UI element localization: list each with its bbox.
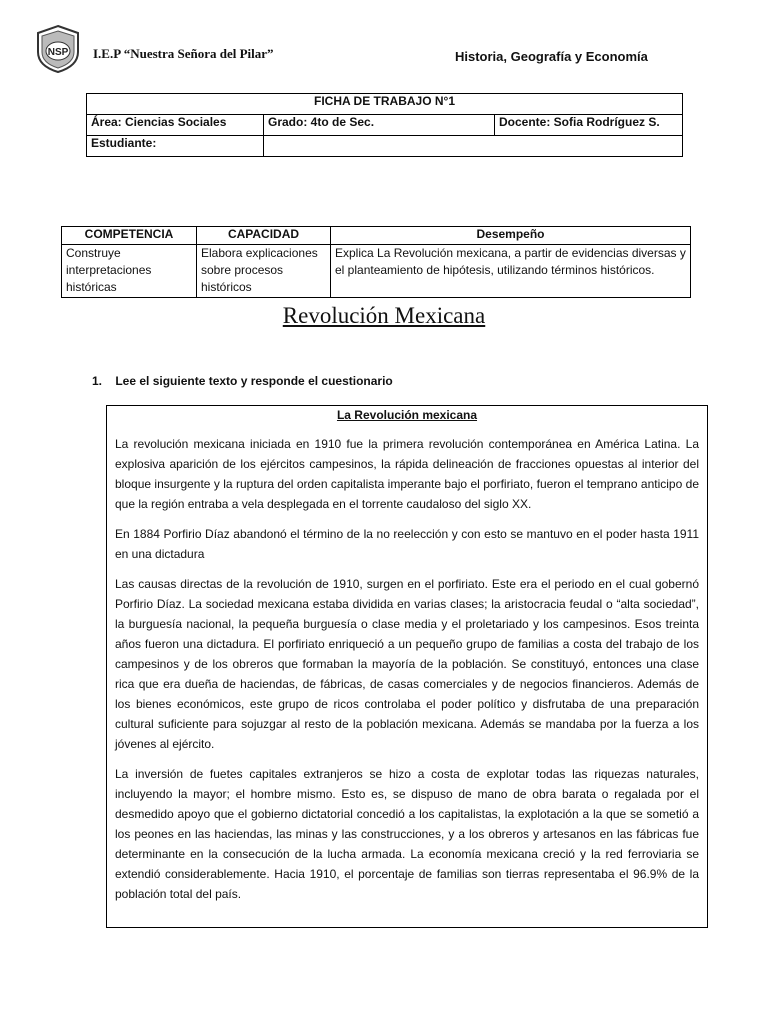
main-title: Revolución Mexicana	[282, 303, 486, 328]
estudiante-label: Estudiante:	[87, 136, 264, 157]
school-logo	[34, 24, 82, 74]
docente-cell: Docente: Sofia Rodríguez S.	[495, 115, 683, 136]
ficha-table	[86, 93, 683, 157]
competencia-table	[61, 226, 691, 298]
area-cell: Área: Ciencias Sociales	[87, 115, 264, 136]
header-competencia: COMPETENCIA	[62, 227, 197, 245]
reading-paragraph: Las causas directas de la revolución de 1910, surgen en el porfiriato. Este era el periodo en el cual gobernó Porfirio Díaz. La sociedad mexicana estaba dividida en varias clases; la aristocracia feudal o “alta sociedad”, la burguesía nacional, la pequeña burguesía o clase media y el proletariado y los campesinos. Esos treinta años fueron una dictadura. El porfiriato enriqueció a un pequeño grupo de familias a costa del trabajo de los campesinos y de los obreros que formaban la mayoría de la población. Se constituyó, entonces una clase rica que era dueña de haciendas, de fábricas, de casas comerciales y de negocios financieros. Además de los bienes económicos, este grupo de ricos controlaba el poder político y disfrutaba de una preparación cultural suficiente para sojuzgar al resto de la población mexicana. Además se mandaba por la fuerza a los jóvenes al ejército.	[115, 577, 699, 751]
desempeno-cell: Explica La Revolución mexicana, a partir de evidencias diversas y el planteamiento de hipótesis, utilizando términos históricos.	[331, 245, 691, 298]
header-capacidad: CAPACIDAD	[197, 227, 331, 245]
school-name: I.E.P “Nuestra Señora del Pilar”	[93, 46, 274, 61]
reading-paragraph: La revolución mexicana iniciada en 1910 fue la primera revolución contemporánea en América Latina. La explosiva aparición de los ejércitos campesinos, la rápida delineación de fracciones opuestas al interior del bloque insurgente y la ruptura del orden capitalista imperante bajo el porfiriato, fueron el temprano anticipo de que la región entraba a vela desplegada en el torrente caudaloso del siglo XX.	[115, 437, 699, 511]
estudiante-field[interactable]	[264, 136, 683, 157]
capacidad-cell: Elabora explicaciones sobre procesos históricos	[197, 245, 331, 298]
reading-paragraph: En 1884 Porfirio Díaz abandonó el término de la no reelección y con esto se mantuvo en el poder hasta 1911 en una dictadura	[115, 527, 699, 561]
header-desempeno: Desempeño	[331, 227, 691, 245]
ficha-title: FICHA DE TRABAJO N°1	[87, 94, 683, 115]
competencia-cell: Construye interpretaciones históricas	[62, 245, 197, 298]
logo-text: NSP	[47, 47, 69, 58]
reading-box	[106, 405, 708, 928]
reading-paragraph: La inversión de fuetes capitales extranjeros se hizo a costa de explotar todas las riquezas naturales, incluyendo la mayor; el hombre mismo. Esto es, se dispuso de mano de obra barata o regalada por el desmedido apoyo que el gobierno dictatorial concedió a los capitalistas, la explotación a la que se sometió a los peones en las haciendas, las minas y las construcciones, y a los obreros y artesanos en las fábricas fue determinante en la consecución de la lucha armada. La economía mexicana creció y la red ferroviaria se extendió considerablemente. Hacia 1910, el porcentaje de familias son tierras representaba el 96.9% de la población total del país.	[115, 767, 699, 901]
grado-cell: Grado: 4to de Sec.	[264, 115, 495, 136]
reading-title: La Revolución mexicana	[336, 408, 478, 422]
subject-title: Historia, Geografía y Economía	[455, 49, 648, 64]
instruction: 1. Lee el siguiente texto y responde el cuestionario	[92, 374, 393, 388]
